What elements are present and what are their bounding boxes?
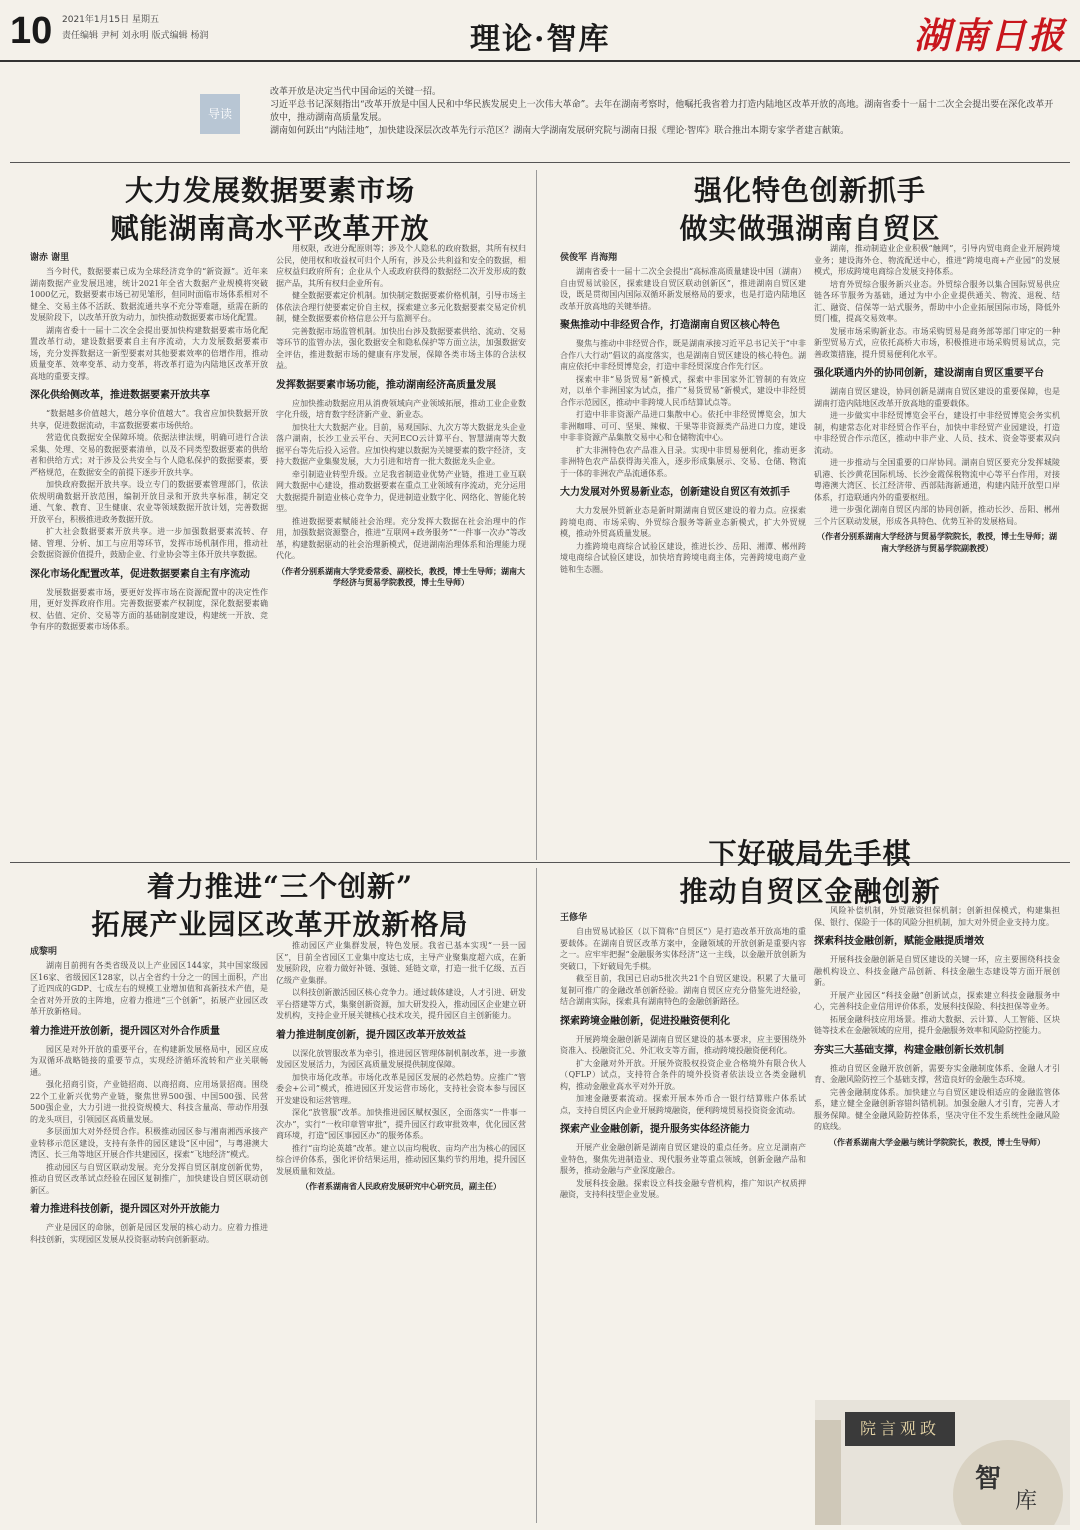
guide-line: 改革开放是决定当代中国命运的关键一招。: [270, 87, 442, 97]
headline-line: 做实做强湖南自贸区: [679, 212, 941, 245]
author-note: （作者系湖南省人民政府发展研究中心研究员，副主任）: [301, 1181, 501, 1191]
paragraph: 牵引制造业转型升级。立足我省制造业优势产业链，推进工业互联网大数据中心建设，推动数据要素在重点工业领域有序流动，充分运用大数据提升制造业核心竞争力，促进制造业数字化、网络化、智能化转型。: [276, 469, 526, 513]
paragraph: 推动自贸区金融开放创新，需要夯实金融制度体系、金融人才引育、金融风险防控三个基础支撑，营造良好的金融生态环境。: [814, 1063, 1060, 1084]
paragraph: 打造中非非资源产品进口集散中心。依托中非经贸博览会，加大非洲咖啡、可可、坚果、辣椒、干果等非资源类产品进口力度，建设中非非资源产品集散交易中心和仓储物流中心。: [560, 410, 806, 442]
paragraph: 推行“亩均论英雄”改革。建立以亩均税收、亩均产出为核心的园区综合评价体系，强化评价结果运用，推动园区集约节约用地，提升园区发展质量和效益。: [276, 1143, 526, 1176]
paragraph: 深化“放管服”改革。加快推进园区赋权强区，全面落实“一件事一次办”，实行“一枚印章管审批”，提升园区行政审批效率，优化园区营商环境，打造“园区事园区办”的服务体系。: [276, 1108, 526, 1140]
paragraph: 湖南自贸区建设，协同创新是湖南自贸区建设的重要保障，也是湖南打造内陆地区改革开放高地的重要载体。: [814, 387, 1060, 408]
paragraph: 以科技创新激活园区核心竞争力。通过载体建设，人才引进、研发平台搭建等方式，集聚创新资源，加大研发投入，推动园区企业建立研发机构，支持企业开展关键核心技术攻关，提升园区自主创新能力。: [276, 988, 526, 1020]
paragraph: 完善金融制度体系。加快建立与自贸区建设相适应的金融监管体系，建立健全金融创新容错纠错机制。加强金融人才引育，完善人才服务保障。健全金融风险防控体系，坚决守住不发生系统性金融风险的底线。: [814, 1087, 1060, 1131]
paragraph: 加快市场化改革。市场化改革是园区发展的必然趋势。应推广“管委会+公司”模式，推进园区开发运营市场化，支持社会资本参与园区开发建设和运营管理。: [276, 1072, 526, 1105]
article-2-byline: 侯俊军 肖海翔: [560, 253, 618, 263]
author-note: （作者分别系湖南大学党委常委、副校长，教授，博士生导师；湖南大学经济与贸易学院教授，博士生导师）: [277, 565, 525, 587]
divider: [10, 162, 1070, 163]
headline-line: 赋能湖南高水平改革开放: [110, 212, 430, 245]
headline-line: 下好破局先手棋: [708, 837, 912, 870]
paragraph: 自由贸易试验区（以下简称“自贸区”）是打造改革开放高地的重要载体。在湖南自贸区改革方案中，金融领域的开放创新是重要内容之一。应牢牢把握“金融服务实体经济”这一主线，以金融开放创新为突破口，下好破局先手棋。: [560, 927, 806, 971]
paragraph: 园区是对外开放的重要平台，在构建新发展格局中，园区应成为双循环战略链接的重要节点，实现经济循环流转和产业关联畅通。: [30, 1044, 268, 1077]
paragraph: 发展市场采购新业态。市场采购贸易是商务部等部门审定的一种新型贸易方式，应依托高桥大市场，积极推进市场采购贸易试点，完善政策措施，提升贸易便利化水平。: [814, 326, 1060, 359]
paragraph: 发展数据要素市场，要更好发挥市场在资源配置中的决定性作用，更好发挥政府作用。完善数据要素产权制度，深化数据要素确权、估值、定价、交易等方面的基础制度建设，构建统一开放、竞争有序的数据要素市场体系。: [30, 587, 268, 631]
article-3-column-2: [276, 940, 526, 1525]
article-1-headline: [40, 172, 500, 248]
subheading: 深化市场化配置改革，促进数据要素自主有序流动: [30, 568, 250, 580]
article-2-column-1: [560, 266, 806, 846]
paragraph: 进一步做实中非经贸博览会平台，建设打中非经贸博览会务实机制，构建常态化对非经贸合作平台，加快中非经贸产业园建设，打造中非经贸合作示范区，推动中非产业、人员、技术、资金等要素双向流动。: [814, 411, 1060, 455]
subheading: 聚焦推动中非经贸合作，打造湖南自贸区核心特色: [560, 320, 780, 331]
article-4-column-1: [560, 926, 806, 1525]
subheading: 探索跨境金融创新，促进投融资便利化: [560, 1015, 730, 1027]
plaque-sign: 院言观政: [845, 1412, 955, 1446]
paragraph: 推动园区与自贸区联动发展。充分发挥自贸区制度创新优势，推动自贸区改革试点经验在园区复制推广，加快建设自贸区联动创新区。: [30, 1162, 268, 1195]
subheading: 着力推进开放创新，提升园区对外合作质量: [30, 1025, 220, 1037]
guide-line: 湖南如何跃出“内陆洼地”，加快建设深层次改革先行示范区？湖南大学湖南发展研究院与湖南日报《理论·智库》联合推出本期专家学者建言献策。: [270, 126, 850, 136]
article-2-column-2: [814, 243, 1060, 813]
subheading: 探索产业金融创新，提升服务实体经济能力: [560, 1124, 750, 1135]
headline-line: 着力推进“三个创新”: [146, 870, 414, 903]
guide-intro: [200, 86, 1060, 146]
paragraph: 力推跨境电商综合试验区建设，推进长沙、岳阳、湘潭、郴州跨境电商综合试验区建设，加快培育跨境电商主体，完善跨境电商产业链和生态圈。: [560, 541, 806, 574]
paragraph: 发展科技金融。探索设立科技金融专营机构，推广知识产权质押融资，支持科技型企业发展。: [560, 1178, 806, 1199]
article-3-column-1: [30, 960, 268, 1525]
article-2-headline: [580, 172, 1040, 248]
paragraph: 加快政府数据开放共享。设立专门的数据要素管理部门，依法依规明确数据开放范围，编制开放目录和开放共享标准，制定交通、气象、教育、卫生健康、农业等领域数据开放计划，完善数据开放平台，积极推进政务数据开放。: [30, 480, 268, 524]
subheading: 深化供给侧改革，推进数据要素开放共享: [30, 390, 210, 401]
subheading: 夯实三大基础支撑，构建金融创新长效机制: [814, 1044, 1004, 1056]
decorative-illustration: [815, 1400, 1070, 1525]
paragraph: 截至目前，我国已启动5批次共21个自贸区建设。积累了大量可复制可推广的金融改革创新经验。湖南自贸区应充分借鉴先进经验，结合湖南实际，探索具有湖南特色的金融创新路径。: [560, 974, 806, 1006]
paragraph: 应加快推动数据应用从消费领域向产业领域拓展，推动工业企业数字化升级，培育数字经济新产业、新业态。: [276, 398, 526, 419]
paragraph: 强化招商引资，产业链招商、以商招商、应用场景招商。围绕22个工业新兴优势产业链，聚焦世界500强、中国500强、民营500强企业，大力引进一批投资规模大、科技含量高、带动作用强的龙头项目，引领园区高质量发展。: [30, 1080, 268, 1124]
article-1-byline: 谢赤 谢里: [30, 253, 70, 263]
calligraphy-char: 库: [1015, 1489, 1038, 1514]
paragraph: “数据越多价值越大，越分享价值越大”。我省应加快数据开放共享，促进数据流动，丰富数据要素市场供给。: [30, 409, 268, 430]
paragraph: 湖南省委十一届十二次全会提出要加快构建数据要素市场化配置改革行动，建设数据要素自主有序流动，大力发展数据要素市场，充分发挥数据这一新型要素对其他要素效率的倍增作用，推动质量变革、效率变革、动力变革，将改革打造为内陆地区改革开放高地的重要支撑。: [30, 325, 268, 381]
column-divider: [536, 170, 537, 860]
paragraph: 多层面加大对外经贸合作。积极推动园区参与湘南湘西承接产业转移示范区建设，支持有条件的园区建设“区中园”，与粤港澳大湾区、长三角等地区开展合作共建园区，探索“飞地经济”模式。: [30, 1127, 268, 1159]
paragraph: 开展产业园区“科技金融”创新试点，探索建立科技金融服务中心，完善科技企业信用评价体系，发展科技保险、科技担保等业务。: [814, 990, 1060, 1011]
paragraph: 湖南目前拥有各类省级及以上产业园区144家，其中国家级园区16家、省级园区128家，以占全省约十分之一的国土面积，产出了近四成的GDP、七成左右的规模工业增加值和高新技术产值，是全省对外开放的主阵地，应着力推进“三个创新”，拓展产业园区改革开放新格局。: [30, 961, 268, 1016]
paragraph: 聚焦与推动中非经贸合作，既是湖南承接习近平总书记关于“中非合作八大行动”倡议的高度落实，也是湖南自贸区建设的核心特色。湖南应依托中非经贸博览会，打造中非经贸深度合作先行区。: [560, 339, 806, 371]
paragraph: 进一步推动与全国重要的口岸协同。湖南自贸区要充分发挥城陵矶港、长沙黄花国际机场、长沙金霞保税物流中心等平台作用，对接粤港澳大湾区、长江经济带、西部陆海新通道，构建内陆开放型口岸体系，打造联通内外的重要枢纽。: [814, 458, 1060, 502]
article-3-headline: [40, 868, 520, 944]
page-number: 10: [10, 10, 53, 52]
paragraph: 扩大非洲特色农产品准入目录。实现中非贸易便利化，推动更多非洲特色农产品获得海关准入，逐步形成集展示、交易、仓储、物流于一体的非洲农产品流通体系。: [560, 445, 806, 478]
editor-line: 责任编辑 尹柯 刘永明 版式编辑 杨润: [62, 31, 209, 41]
paragraph: 加快壮大大数据产业。目前，易观国际、九次方等大数据龙头企业落户湖南，长沙工业云平台、天河ECO云计算平台、智慧湖南等大数据平台等先后投入运营。应加快构建以数据为关键要素的数字经济，支持大数据产业集聚发展，大力引进和培育一批大数据龙头企业。: [276, 422, 526, 466]
masthead: [0, 0, 1080, 62]
paragraph: 扩大社会数据要素开放共享。进一步加强数据要素流转、存储、管理、分析、加工与应用等环节，发挥市场机制作用，推动社会数据资源价值提升，鼓励企业、行业协会等主体开放共享数据。: [30, 527, 268, 559]
headline-line: 大力发展数据要素市场: [124, 174, 415, 207]
paragraph: 探索中非“易货贸易”新模式，探索中非国家外汇管制的有效应对，以单个非洲国家为试点，推广“易货贸易”新模式，建设中非经贸合作示范园区，推动中非跨境人民币结算试点等。: [560, 374, 806, 407]
article-3-byline: 成黎明: [30, 947, 58, 957]
circle-ornament: [953, 1440, 1063, 1525]
pillar-illustration: [815, 1420, 841, 1525]
subheading: 着力推进制度创新，提升园区改革开放效益: [276, 1029, 466, 1041]
paragraph: 开展产业金融创新是湖南自贸区建设的重点任务。应立足湖南产业特色，聚焦先进制造业、现代服务业等重点领域，创新金融产品和服务，推动金融与产业深度融合。: [560, 1143, 806, 1175]
article-4-headline: [580, 835, 1040, 911]
article-4-column-2: [814, 905, 1060, 1395]
paragraph: 产业是园区的命脉，创新是园区发展的核心动力。应着力推进科技创新，实现园区发展从投资驱动转向创新驱动。: [30, 1223, 268, 1244]
column-divider: [536, 868, 537, 1523]
date-line: 2021年1月15日 星期五: [62, 15, 159, 25]
paragraph: 开展跨境金融创新是湖南自贸区建设的基本要求，应主要围绕外资准入、投融资汇兑、外汇收支等方面，推动跨境投融资便利化。: [560, 1034, 806, 1055]
paragraph: 进一步强化湖南自贸区内部的协同创新，推动长沙、岳阳、郴州三个片区联动发展，形成各具特色、优势互补的发展格局。: [814, 505, 1060, 526]
author-note: （作者系湖南大学金融与统计学院院长，教授，博士生导师）: [829, 1136, 1045, 1147]
paragraph: 营造优良数据安全保障环境。依据法律法规，明确可进行合法采集、处理、交易的数据要素清单，以及不同类型数据要素的供给者和供给方式；对于涉及公共安全与个人隐私保护的数据要素，要严格规范，在数据安全的前提下逐步开放共享。: [30, 433, 268, 477]
headline-line: 推动自贸区金融创新: [679, 875, 941, 908]
article-4-byline: 王修华: [560, 913, 588, 923]
paragraph: 湖南，推动制造业企业积极“触网”，引导内贸电商企业开展跨境业务；建设海外仓、物流配送中心，推进“跨境电商+产业园”的发展模式，形成跨境电商综合发展支持体系。: [814, 244, 1060, 276]
paragraph: 用权限，改进分配原则等；涉及个人隐私的政府数据，其所有权归公民，使用权和收益权可归个人所有，涉及公共利益和安全的数据，相应权益归政府所有；企业从个人或政府获得的数据经二次开发形成的数据产品，其所有权归企业所有。: [276, 244, 526, 288]
paragraph: 大力发展外贸新业态是新时期湖南自贸区建设的着力点。应探索跨境电商、市场采购、外贸综合服务等新业态新模式，扩大外贸规模，推动外贸高质量发展。: [560, 506, 806, 538]
subheading: 探索科技金融创新，赋能金融提质增效: [814, 936, 984, 947]
subheading: 大力发展对外贸易新业态，创新建设自贸区有效抓手: [560, 487, 790, 498]
paragraph: 培育外贸综合服务新兴业态。外贸综合服务以集合国际贸易供应链各环节服务为基础，通过为中小企业提供通关、物流、退税、结汇、融资、信保等一站式服务，帮助中小企业拓展国际市场，降低外贸门槛，提高交易效率。: [814, 279, 1060, 323]
paragraph: 湖南省委十一届十二次全会提出“高标准高质量建设中国（湖南）自由贸易试验区，探索建设自贸区联动创新区”，推进湖南自贸区建设，既是贯彻国内国际双循环新发展格局的要求，也是打造内陆地区改革开放高地的关键举措。: [560, 267, 806, 311]
paragraph: 风险补偿机制，外贸融资担保机制；创新担保模式，构建集担保、银行、保险于一体的风险分担机制，加大对外贸企业支持力度。: [814, 906, 1060, 927]
calligraphy-char: 智: [975, 1464, 1002, 1494]
subheading: 着力推进科技创新，提升园区对外开放能力: [30, 1204, 220, 1215]
paragraph: 拓展金融科技应用场景。推动大数据、云计算、人工智能、区块链等技术在金融领域的应用，提升金融服务效率和风险防控能力。: [814, 1014, 1060, 1035]
headline-line: 强化特色创新抓手: [693, 174, 926, 207]
author-note: （作者分别系湖南大学经济与贸易学院院长，教授，博士生导师；湖南大学经济与贸易学院副教授）: [817, 531, 1057, 553]
article-1-column-2: [276, 243, 526, 856]
paragraph: 健全数据要素定价机制。加快制定数据要素价格机制，引导市场主体依法合理行使要素定价自主权，探索建立多元化数据要素交易定价机制，健全数据要素价格信息公开与监测平台。: [276, 291, 526, 323]
paragraph: 以深化放管服改革为牵引，推进园区管理体制机制改革，进一步激发园区发展活力，为园区高质量发展提供制度保障。: [276, 1048, 526, 1069]
paragraph: 当今时代，数据要素已成为全球经济竞争的“新资源”。近年来湖南数据产业发展迅速，统计2021年全省大数据产业规模将突破1000亿元，数据要素市场已初见雏形，但同时面临市场体系相对不健全、交易主体不活跃、数据流通共享不充分等难题，亟需在新的发展阶段下，以改革开放为动力，加快推动数据要素市场化配置。: [30, 267, 268, 322]
guide-text: [270, 86, 1060, 138]
newspaper-logo: 湖南日报: [913, 15, 1066, 57]
paragraph: 完善数据市场监管机制。加快出台涉及数据要素供给、流动、交易等环节的监管办法，强化数据安全和隐私保护等方面立法，加强数据安全评估，推进数据市场的健康有序发展，保障各类市场主体的合法权益。: [276, 326, 526, 370]
section-title: 理论·智库: [470, 22, 611, 57]
guide-badge: 导读: [200, 94, 240, 134]
paragraph: 开展科技金融创新是自贸区建设的关键一环，应主要围绕科技金融机构设立、科技金融产品创新、科技金融生态建设等方面开展创新。: [814, 955, 1060, 987]
subheading: 强化联通内外的协同创新，建设湖南自贸区重要平台: [814, 368, 1044, 379]
subheading: 发挥数据要素市场功能，推动湖南经济高质量发展: [276, 379, 496, 391]
headline-line: 拓展产业园区改革开放新格局: [91, 908, 469, 941]
paragraph: 加速金融要素流动。探索开展本外币合一银行结算账户体系试点，支持自贸区内企业开展跨境融资，便利跨境贸易投资资金流动。: [560, 1094, 806, 1115]
article-1-column-1: [30, 266, 268, 856]
guide-line: 习近平总书记深刻指出“改革开放是中国人民和中华民族发展史上一次伟大革命”。去年在湖南考察时，他嘱托我省着力打造内陆地区改革开放的高地。湖南省委十一届十二次全会提出要在深化改革开放中，推动湖南高质量发展。: [270, 100, 1054, 123]
paragraph: 推进数据要素赋能社会治理。充分发挥大数据在社会治理中的作用，加强数据资源整合，推进“互联网+政务服务”“一件事一次办”等改革，构建数据驱动的社会治理新模式，促进湖南治理体系和治理能力现代化。: [276, 516, 526, 560]
paragraph: 推动园区产业集群发展，特色发展。我省已基本实现“一县一园区”，目前全省园区工业集中度达七成，主导产业聚集度超六成，在新发展阶段，应着力做好补链、强链、延链文章，打造一批千亿级、五百亿级产业集群。: [276, 941, 526, 985]
paragraph: 扩大金融对外开放。开展外资股权投资企业合格境外有限合伙人（QFLP）试点，支持符合条件的境外投资者依法设立各类金融机构，推动金融业高水平对外开放。: [560, 1058, 806, 1091]
